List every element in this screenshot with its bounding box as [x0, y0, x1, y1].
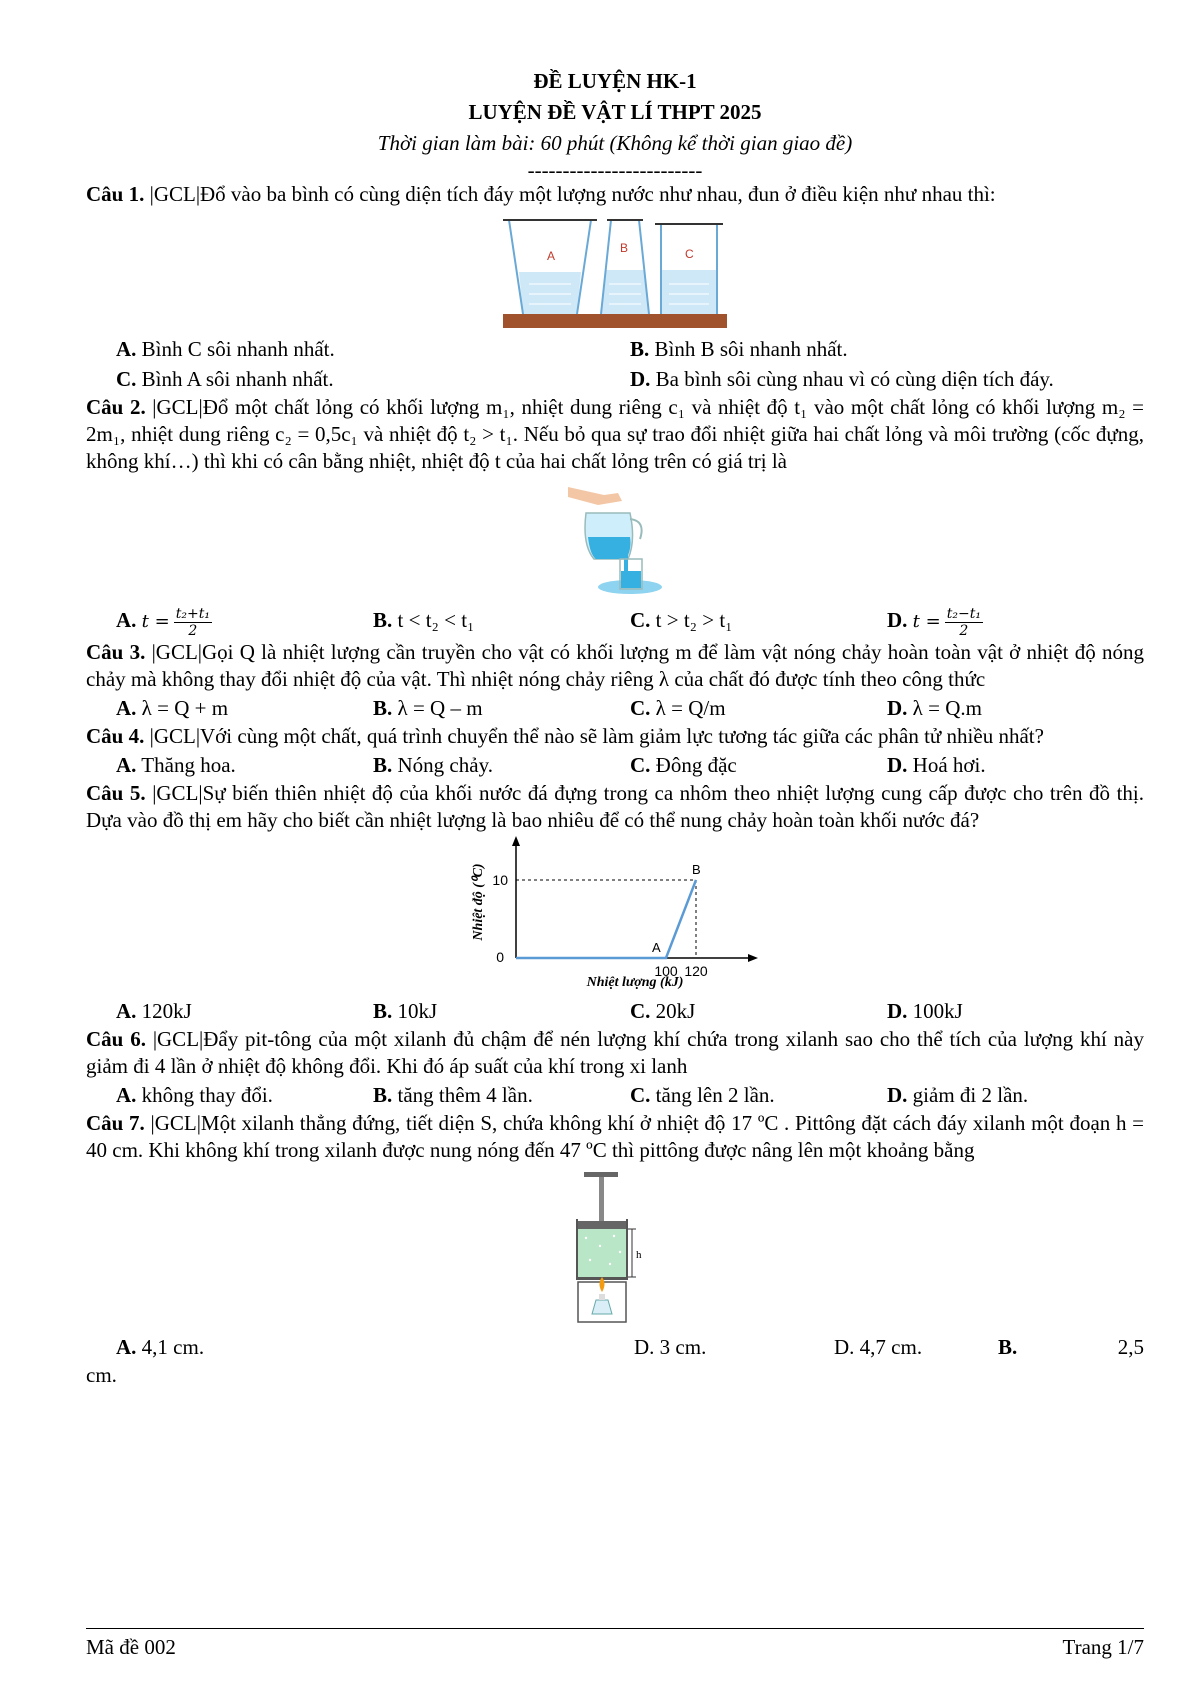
pouring-figure	[86, 475, 1144, 605]
q7-option-a[interactable]: A. 4,1 cm.	[116, 1334, 205, 1359]
question-2	[86, 394, 1144, 475]
q7-option-d2[interactable]: D. 4,7 cm.	[834, 1334, 923, 1359]
q7-options	[86, 1332, 1144, 1362]
q1-option-d[interactable]: D. Ba bình sôi cùng nhau vì có cùng diện tích đáy.	[630, 367, 1054, 391]
q3-option-c[interactable]: C. λ = Q/m	[630, 695, 726, 720]
x-tick-100: 100	[654, 962, 678, 979]
q2-option-d[interactable]: D. t = $\frac{\text{t₂−t₁}}{2}$	[887, 605, 981, 639]
q6-options	[86, 1080, 1144, 1110]
time-note: Thời gian làm bài: 60 phút (Không kể thời gian giao đề)	[377, 131, 853, 155]
q3-option-b[interactable]: B. λ = Q – m	[373, 695, 483, 720]
cylinder-figure	[86, 1164, 1144, 1332]
q7-option-b-value: 2,5	[1117, 1334, 1144, 1359]
q5-option-b[interactable]: B. 10kJ	[373, 998, 438, 1023]
q5-options	[86, 996, 1144, 1026]
page-footer	[86, 1628, 1144, 1661]
beaker-c-label: C	[685, 247, 694, 261]
beakers-figure	[86, 214, 1144, 334]
q1-options-row2	[86, 364, 1144, 394]
x-axis-label: Nhiệt lượng (kJ)	[586, 974, 684, 990]
question-text: |GCL|Đổ một chất lỏng có khối lượng m₁, nhiệt dung riêng c₁ và nhiệt độ t₁ vào một chất lỏng có khối lượng m₂ = 2m₁, nhiệt dung riêng c₂ = 0,5c₁ và nhiệt độ t₂ > t₁. Nếu bỏ qua sự trao đổi nhiệt giữa hai chất lỏng và môi trường (cốc đựng, không khí…) thì khi có cân bằng nhiệt, nhiệt độ t của hai chất lỏng trên có giá trị là	[86, 395, 1144, 473]
question-label: Câu 7.	[86, 1110, 145, 1135]
exam-subtitle: LUYỆN ĐỀ VẬT LÍ THPT 2025	[468, 100, 762, 124]
temperature-line	[516, 880, 696, 958]
q1-option-b[interactable]: B. Bình B sôi nhanh nhất.	[630, 337, 848, 361]
q6-option-c[interactable]: C. tăng lên 2 lần.	[630, 1082, 775, 1107]
q6-option-b[interactable]: B. tăng thêm 4 lần.	[373, 1082, 533, 1107]
question-label: Câu 3.	[86, 639, 146, 664]
question-label: Câu 2.	[86, 395, 146, 419]
q4-option-c[interactable]: C. Đông đặc	[630, 752, 737, 777]
q3-option-d[interactable]: D. λ = Q.m	[887, 695, 982, 720]
question-text: |GCL|Đổ vào ba bình có cùng diện tích đáy một lượng nước như nhau, đun ở điều kiện như nhau thì:	[149, 182, 996, 206]
q5-option-a[interactable]: A. 120kJ	[116, 998, 192, 1023]
exam-code: Mã đề 002	[86, 1635, 176, 1659]
question-text: |GCL|Gọi Q là nhiệt lượng cần truyền cho vật có khối lượng m để làm vật nóng chảy hoàn toàn vật ở nhiệt độ nóng chảy mà không thay đổi nhiệt độ của vật. Thì nhiệt nóng chảy riêng λ của chất đó được tính theo công thức	[86, 639, 1144, 691]
question-text: |GCL|Sự biến thiên nhiệt độ của khối nước đá đựng trong ca nhôm theo nhiệt lượng cung cấp được cho trên đồ thị. Dựa vào đồ thị em hãy cho biết cần nhiệt lượng là bao nhiêu để có thể nung chảy hoàn toàn khối nước đá?	[86, 780, 1144, 832]
q4-option-a[interactable]: A. Thăng hoa.	[116, 752, 236, 777]
question-1	[86, 181, 1144, 208]
exam-title: ĐỀ LUYỆN HK-1	[533, 69, 697, 93]
x-axis-arrow	[748, 954, 758, 962]
question-text: |GCL|Đẩy pit-tông của một xilanh đủ chậm để nén lượng khí chứa trong xilanh sao cho thể tích của lượng khí này giảm đi 4 lần ở nhiệt độ không đổi. Khi đó áp suất của khí trong xi lanh	[86, 1026, 1144, 1078]
beaker-a-label: A	[547, 249, 556, 263]
q3-option-a[interactable]: A. λ = Q + m	[116, 695, 229, 720]
q6-option-d[interactable]: D. giảm đi 2 lần.	[887, 1082, 1029, 1107]
q4-option-d[interactable]: D. Hoá hơi.	[887, 752, 986, 777]
q2-option-a[interactable]: A. t = $\frac{\text{t₂+t₁}}{2}$	[116, 605, 210, 639]
question-label: Câu 5.	[86, 780, 146, 805]
point-b-label: B	[692, 861, 701, 877]
heating-chart	[86, 834, 1144, 996]
q5-option-d[interactable]: D. 100kJ	[887, 998, 963, 1023]
q2-option-c[interactable]: C. t > t₂ > t₁	[630, 608, 733, 632]
height-label: h	[636, 1248, 642, 1261]
q4-options	[86, 750, 1144, 780]
q4-option-b[interactable]: B. Nóng chảy.	[373, 752, 493, 777]
q6-option-a[interactable]: A. không thay đổi.	[116, 1082, 273, 1107]
question-label: Câu 4.	[86, 723, 145, 748]
question-6	[86, 1026, 1144, 1080]
separator: -------------------------	[527, 158, 703, 182]
question-4	[86, 723, 1144, 750]
y-axis-arrow	[512, 836, 520, 846]
question-3	[86, 639, 1144, 693]
question-text: |GCL|Một xilanh thẳng đứng, tiết diện S, chứa không khí ở nhiệt độ 17 ºC . Pittông đặt cách đáy xilanh một đoạn h = 40 cm. Khi không khí trong xilanh được nung nóng đến 47 ºC thì pittông được nâng lên một khoảng bằng	[86, 1110, 1144, 1162]
q7-option-d1[interactable]: D. 3 cm.	[634, 1334, 707, 1359]
y-tick-10: 10	[492, 871, 508, 888]
question-5	[86, 780, 1144, 834]
x-tick-120: 120	[684, 962, 708, 979]
q1-options-row1	[86, 334, 1144, 364]
question-label: Câu 6.	[86, 1026, 146, 1051]
q1-option-a[interactable]: A. Bình C sôi nhanh nhất.	[116, 337, 335, 361]
point-a-label: A	[652, 939, 661, 955]
y-tick-0: 0	[496, 948, 504, 965]
question-label: Câu 1.	[86, 182, 145, 206]
q2-option-b[interactable]: B. t < t₂ < t₁	[373, 608, 475, 632]
q2-options	[86, 605, 1144, 639]
q7-option-b-tail: cm.	[86, 1362, 117, 1387]
question-text: |GCL|Với cùng một chất, quá trình chuyển thể nào sẽ làm giảm lực tương tác giữa các phân tử nhiều nhất?	[149, 723, 1044, 748]
beaker-b-label: B	[620, 241, 629, 255]
page-number: Trang 1/7	[1062, 1635, 1144, 1659]
q7-option-b[interactable]: B.	[998, 1334, 1018, 1359]
y-axis-label: Nhiệt độ (⁰C)	[471, 863, 486, 941]
q3-options	[86, 693, 1144, 723]
question-7	[86, 1110, 1144, 1164]
exam-page	[86, 66, 1144, 1388]
q5-option-c[interactable]: C. 20kJ	[630, 998, 696, 1023]
q1-option-c[interactable]: C. Bình A sôi nhanh nhất.	[116, 367, 334, 391]
